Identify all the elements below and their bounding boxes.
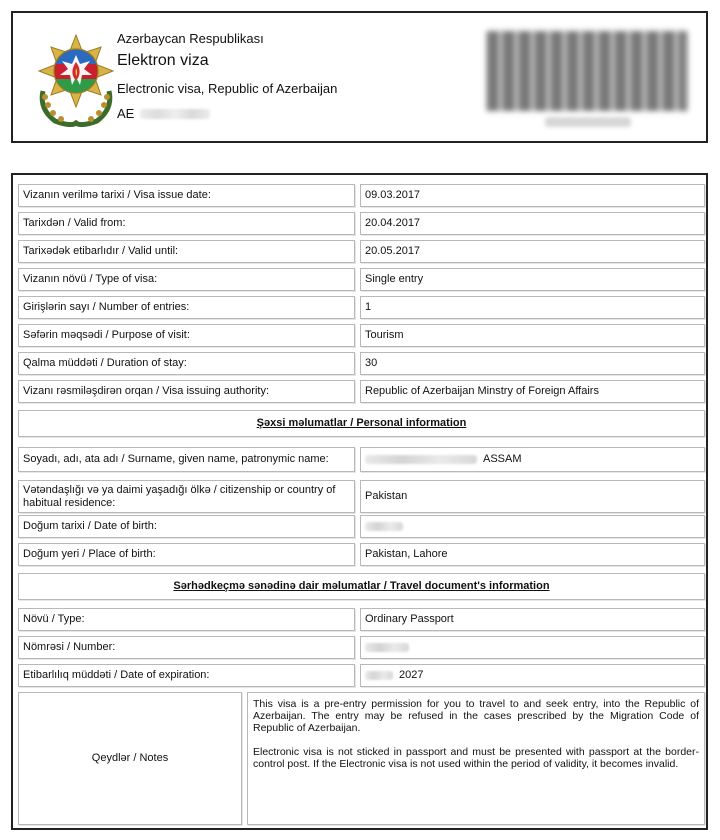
birth-place-value: Pakistan, Lahore — [360, 543, 705, 566]
citizenship-value: Pakistan — [360, 480, 705, 513]
citizenship-label: Vətəndaşlığı və ya daimi yaşadığı ölkə / citizenship or country of habitual residence: — [18, 480, 355, 513]
personal-info-heading: Şəxsi məlumatlar / Personal information — [18, 410, 705, 437]
country-name: Azərbaycan Respublikası — [117, 31, 264, 46]
azerbaijan-state-emblem-icon — [33, 31, 119, 127]
entries-label: Girişlərin sayı / Number of entries: — [18, 296, 355, 319]
birth-date-value — [360, 515, 705, 538]
full-name-label: Soyadı, adı, ata adı / Surname, given name, patronymic name: — [18, 447, 355, 472]
redacted-visa-number — [140, 109, 210, 119]
duration-label: Qalma müddəti / Duration of stay: — [18, 352, 355, 375]
document-type-value: Ordinary Passport — [360, 608, 705, 631]
redacted-expiry-date — [365, 671, 393, 680]
issue-date-value: 09.03.2017 — [360, 184, 705, 207]
purpose-value: Tourism — [360, 324, 705, 347]
valid-from-label: Tarixdən / Valid from: — [18, 212, 355, 235]
visa-header — [11, 11, 708, 143]
document-type-label: Növü / Type: — [18, 608, 355, 631]
barcode-icon — [487, 31, 687, 111]
redacted-name — [365, 455, 477, 464]
document-number-label: Nömrəsi / Number: — [18, 636, 355, 659]
redacted-barcode-number — [545, 117, 631, 127]
expiry-date-value — [360, 664, 705, 687]
visa-number — [117, 106, 210, 121]
expiry-date-label: Etibarlılıq müddəti / Date of expiration: — [18, 664, 355, 687]
valid-until-value: 20.05.2017 — [360, 240, 705, 263]
notes-text — [247, 692, 705, 825]
authority-value: Republic of Azerbaijan Minstry of Foreign Affairs — [360, 380, 705, 403]
notes-label: Qeydlər / Notes — [18, 692, 242, 825]
redacted-birth-date — [365, 522, 403, 531]
expiry-year: 2027 — [399, 669, 424, 681]
document-number-value — [360, 636, 705, 659]
visa-details-table — [11, 173, 708, 830]
issue-date-label: Vizanın verilmə tarixi / Visa issue date: — [18, 184, 355, 207]
notes-paragraph-1: This visa is a pre-entry permission for you to travel to and seek entry, into the Republic of Azerbaijan. The entry may be refused in the cases prescribed by the Migration Code of Republic of Azerbaijan. — [253, 698, 699, 734]
document-title: Elektron viza — [117, 52, 209, 69]
birth-date-label: Doğum tarixi / Date of birth: — [18, 515, 355, 538]
document-subtitle: Electronic visa, Republic of Azerbaijan — [117, 81, 338, 96]
entries-value: 1 — [360, 296, 705, 319]
redacted-document-number — [365, 643, 409, 652]
visa-number-prefix: AE — [117, 106, 135, 121]
notes-paragraph-2: Electronic visa is not sticked in passport and must be presented with passport at the border-control post. If the Electronic visa is not used within the period of validity, it becomes invalid. — [253, 746, 699, 770]
full-name-visible: ASSAM — [483, 453, 522, 465]
valid-until-label: Tarixədək etibarlıdır / Valid until: — [18, 240, 355, 263]
full-name-value — [360, 447, 705, 472]
visa-type-value: Single entry — [360, 268, 705, 291]
visa-type-label: Vizanın növü / Type of visa: — [18, 268, 355, 291]
duration-value: 30 — [360, 352, 705, 375]
authority-label: Vizanı rəsmiləşdirən orqan / Visa issuing authority: — [18, 380, 355, 403]
travel-document-heading: Sərhədkeçmə sənədinə dair məlumatlar / Travel document's information — [18, 573, 705, 600]
valid-from-value: 20.04.2017 — [360, 212, 705, 235]
birth-place-label: Doğum yeri / Place of birth: — [18, 543, 355, 566]
purpose-label: Səfərin məqsədi / Purpose of visit: — [18, 324, 355, 347]
